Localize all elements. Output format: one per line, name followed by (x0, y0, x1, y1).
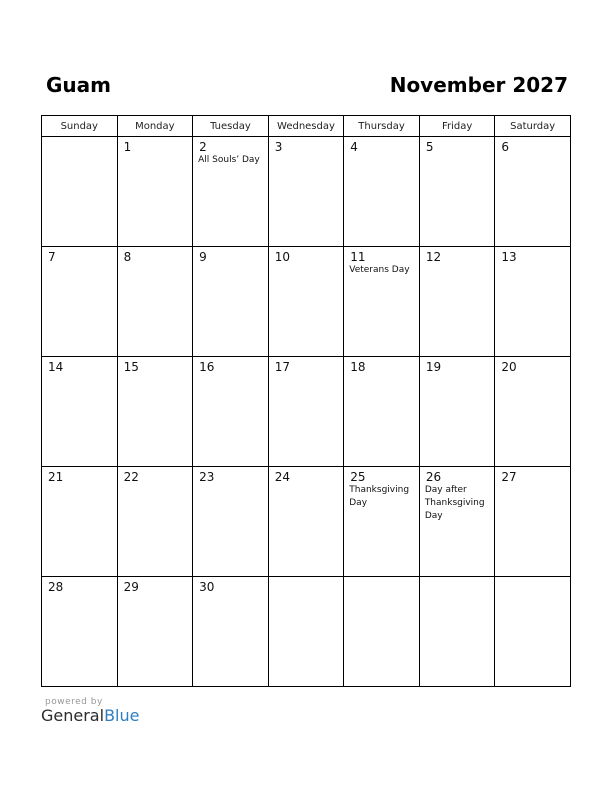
weekday-saturday: Saturday (495, 116, 571, 137)
day-number: 11 (350, 250, 366, 264)
day-number: 19 (425, 360, 442, 374)
holiday-label: Thanksgiving Day (349, 485, 410, 508)
holiday-label: Veterans Day (349, 265, 410, 275)
day-number: 4 (350, 140, 358, 154)
day-cell (419, 137, 495, 247)
day-cell (344, 137, 420, 247)
day-cell (495, 247, 571, 357)
day-cell (117, 467, 193, 577)
week-row (42, 247, 571, 357)
day-cell (117, 577, 193, 687)
day-cell (117, 357, 193, 467)
day-cell (495, 137, 571, 247)
day-cell (495, 357, 571, 467)
day-number: 3 (274, 140, 283, 154)
day-cell (268, 467, 344, 577)
day-cell (268, 247, 344, 357)
week-row (42, 577, 571, 687)
day-cell (495, 577, 571, 687)
country-title: Guam (46, 73, 111, 97)
day-number: 9 (199, 250, 207, 264)
day-cell (42, 467, 118, 577)
day-cell (344, 577, 420, 687)
day-number: 17 (274, 360, 290, 374)
day-number: 2 (199, 140, 207, 154)
day-cell (344, 357, 420, 467)
day-number: 25 (350, 470, 366, 484)
day-cell (419, 357, 495, 467)
holiday-label: Day after Thanksgiving Day (424, 485, 485, 521)
day-number: 30 (199, 580, 215, 594)
day-number: 29 (123, 580, 139, 594)
day-cell (419, 577, 495, 687)
day-number: 12 (425, 250, 442, 264)
day-number: 1 (123, 140, 132, 154)
day-number: 13 (501, 250, 517, 264)
week-row (42, 467, 571, 577)
day-number: 27 (501, 470, 517, 484)
day-number: 24 (274, 470, 290, 484)
day-number: 14 (48, 360, 64, 374)
day-cell (495, 467, 571, 577)
weekday-friday: Friday (419, 116, 495, 137)
day-number (269, 577, 344, 580)
weekday-monday: Monday (117, 116, 193, 137)
day-cell (193, 137, 269, 247)
weekday-thursday: Thursday (344, 116, 420, 137)
weekday-header-row (42, 116, 571, 137)
day-cell (193, 357, 269, 467)
day-number: 20 (501, 360, 517, 374)
day-cell (344, 247, 420, 357)
day-cell (42, 137, 118, 247)
day-cell (193, 247, 269, 357)
day-cell (419, 247, 495, 357)
holiday-label: All Souls’ Day (198, 155, 260, 165)
day-number: 28 (48, 580, 64, 594)
weekday-wednesday: Wednesday (268, 116, 344, 137)
generalblue-logo (41, 707, 139, 725)
calendar-grid (41, 115, 571, 687)
day-number: 15 (123, 360, 139, 374)
day-number: 10 (274, 250, 290, 264)
day-cell (42, 247, 118, 357)
day-cell (42, 577, 118, 687)
day-number: 8 (123, 250, 132, 264)
day-cell (268, 357, 344, 467)
month-year-title: November 2027 (389, 73, 568, 97)
day-number: 26 (425, 470, 442, 484)
day-number (344, 577, 419, 580)
day-cell (268, 137, 344, 247)
day-cell (117, 137, 193, 247)
day-number: 6 (501, 140, 510, 154)
day-number: 18 (350, 360, 366, 374)
day-cell (344, 467, 420, 577)
day-number: 21 (48, 470, 64, 484)
weekday-sunday: Sunday (42, 116, 118, 137)
day-number (495, 577, 570, 580)
day-cell (117, 247, 193, 357)
powered-by-label: powered by (45, 697, 103, 707)
day-number: 7 (48, 250, 56, 264)
week-row (42, 357, 571, 467)
day-cell (193, 467, 269, 577)
day-cell (268, 577, 344, 687)
day-cell (419, 467, 495, 577)
brand-footer (41, 697, 139, 725)
day-number: 16 (199, 360, 215, 374)
day-number: 5 (425, 140, 434, 154)
day-cell (42, 357, 118, 467)
logo-general-text: General (41, 706, 105, 725)
day-number: 22 (123, 470, 139, 484)
week-row (42, 137, 571, 247)
weekday-tuesday: Tuesday (193, 116, 269, 137)
day-cell (193, 577, 269, 687)
day-number: 23 (199, 470, 215, 484)
day-number (42, 137, 117, 140)
logo-blue-text: Blue (104, 706, 140, 725)
calendar-header (41, 70, 570, 100)
day-number (420, 577, 495, 580)
